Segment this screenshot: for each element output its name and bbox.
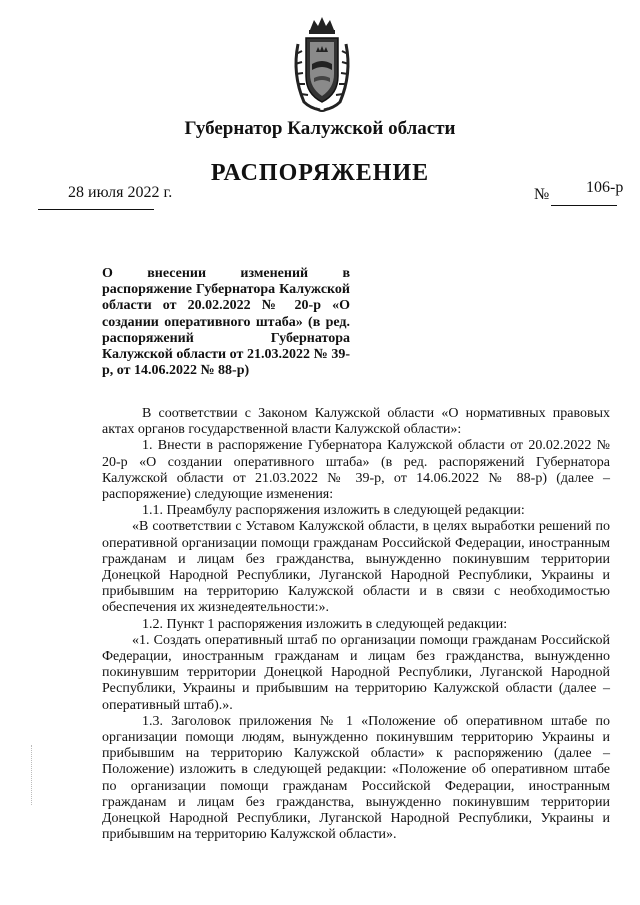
coat-of-arms-icon xyxy=(290,14,354,114)
number-underline xyxy=(551,205,617,206)
paragraph-item-1: 1. Внести в распоряжение Губернатора Калужской области от 20.02.2022 № 20-р «О создании оперативного штаба» (в ред. распоряжений Губернатора Калужской области от 21.03.2022 № 39-р, от 14.06.2022 № 88-р) (далее – распоряжение) следующие изменения: xyxy=(102,438,610,503)
paragraph-preamble: В соответствии с Законом Калужской области «О нормативных правовых актах органов государственной власти Калужской области»: xyxy=(102,406,610,438)
number-label: № xyxy=(534,186,550,203)
authority-title: Губернатор Калужской области xyxy=(184,118,456,139)
paragraph-item-1-2: 1.2. Пункт 1 распоряжения изложить в следующей редакции: xyxy=(142,616,508,632)
date-underline xyxy=(38,209,154,210)
paragraph-item-1-1: 1.1. Преамбулу распоряжения изложить в следующей редакции: xyxy=(142,503,525,519)
document-number: 106-р xyxy=(586,179,624,196)
document-subject: О внесении изменений в распоряжение Губернатора Калужской области от 20.02.2022 № 20-р «О создании оперативного штаба» (в ред. распоряжений Губернатора Калужской области от 21.03.2022 № 39-р, от 14.06.2022 № 88-р) xyxy=(102,266,350,379)
document-body xyxy=(102,406,610,843)
paragraph-quote-preamble: «В соответствии с Уставом Калужской области, в целях выработки решений по оперативной организации помощи гражданам Российской Федерации, иностранным гражданам и лицам без гражданства, вынужденно покинувшим территории Донецкой Народной Республики, Луганской Народной Республики, Украины и прибывшим на территорию Калужской области и в связи с необходимостью обеспечения их жизнедеятельности:». xyxy=(102,519,610,616)
document-date: 28 июля 2022 г. xyxy=(68,184,173,201)
document-type: РАСПОРЯЖЕНИЕ xyxy=(210,160,430,186)
paragraph-quote-item-1: «1. Создать оперативный штаб по организации помощи гражданам Российской Федерации, иностранным гражданам и лицам без гражданства, вынужденно покинувшим территории Донецкой Народной Республики, Луганской Народной Республики, Украины и прибывшим на территорию Калужской области (далее – оперативный штаб).». xyxy=(102,632,610,713)
scan-margin-mark xyxy=(31,745,34,805)
paragraph-item-1-3: 1.3. Заголовок приложения № 1 «Положение об оперативном штабе по организации помощи людям, вынужденно покинувшим территорию Украины и прибывшим на территорию Калужской области» к распоряжению (далее – Положение) изложить в следующей редакции: «Положение об оперативном штабе по организации помощи гражданам Российской Федерации, иностранным гражданам и лицам без гражданства, вынужденно покинувшим территории Донецкой Народной Республики, Луганской Народной Республики, Украины и прибывшим на территорию Калужской области». xyxy=(102,713,610,843)
